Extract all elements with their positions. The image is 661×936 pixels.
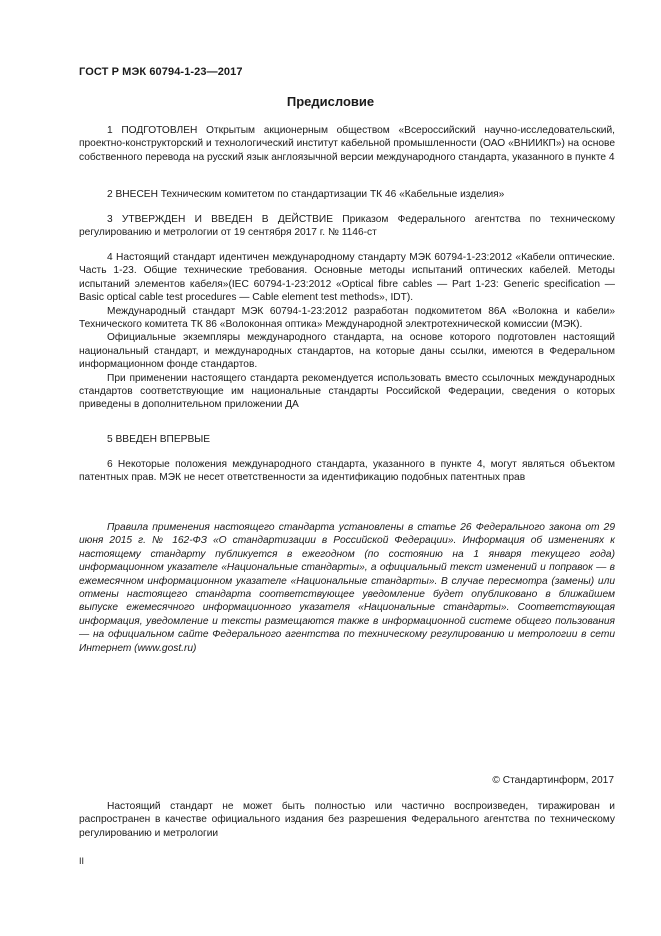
application-rules-notice: Правила применения настоящего стандарта установлены в статье 26 Федерального закона от 29 июня 2015 г. № 162-ФЗ «О стандартизации в Российской Федерации». Информация об изменениях к настоящему стандарту публикуется в ежегодном (по состоянию на 1 января текущего года) информационном указателе «Национальные стандарты», а официальный текст изменений и поправок — в ежемесячном информационном указателе «Национальные стандарты». В случае пересмотра (замены) или отмены настоящего стандарта соответствующее уведомление будет опубликовано в ближайшем выпуске ежемесячного информационного указателя «Национальные стандарты». Соответствующая информация, уведомление и тексты размещаются также в информационной системе общего пользования — на официальном сайте Федерального агентства по техническому регулированию и метрологии в сети Интернет (www.gost.ru)	[79, 522, 615, 654]
foreword-item-5: 5 ВВЕДЕН ВПЕРВЫЕ	[107, 434, 211, 445]
foreword-item-1: 1 ПОДГОТОВЛЕН Открытым акционерным обществом «Всероссийский научно-исследовательский, проектно-конструкторский и технологический институт кабельной промышленности (ОАО «ВНИИКП») на основе собственного перевода на русский язык англоязычной версии международного стандарта, указанного в пункте 4	[79, 125, 615, 163]
foreword-item-3: 3 УТВЕРЖДЕН И ВВЕДЕН В ДЕЙСТВИЕ Приказом Федерального агентства по техническому регулированию и метрологии от 19 сентября 2017 г. № 1146-ст	[79, 214, 615, 239]
foreword-item-4-copies: Официальные экземпляры международного стандарта, на основе которого подготовлен настоящий национальный стандарт, и международных стандартов, на которые даны ссылки, имеются в Федеральном информационном фонде стандартов.	[79, 332, 615, 371]
reproduction-notice: Настоящий стандарт не может быть полностью или частично воспроизведен, тиражирован и распространен в качестве официального издания без разрешения Федерального агентства по техническому регулированию и метрологии	[79, 801, 615, 839]
foreword-item-4-references: При применении настоящего стандарта рекомендуется использовать вместо ссылочных международных стандартов соответствующие им национальные стандарты Российской Федерации, сведения о которых приведены в дополнительном приложении ДА	[79, 372, 615, 411]
copyright-line: © Стандартинформ, 2017	[492, 775, 614, 786]
foreword-title: Предисловие	[286, 94, 375, 109]
document-code-header: ГОСТ Р МЭК 60794-1-23—2017	[79, 66, 243, 78]
foreword-item-4-identity: 4 Настоящий стандарт идентичен международному стандарту МЭК 60794-1-23:2012 «Кабели оптические. Часть 1-23. Общие технические требования. Основные методы испытаний оптических кабелей. Методы испытаний элементов кабеля»(IEC 60794-1-23:2012 «Optical fibre cables — Part 1-23: Generic specification — Basic optical cable test procedures — Cable element test methods», IDT).	[79, 252, 615, 304]
page-number: II	[79, 856, 85, 866]
foreword-item-4-developer: Международный стандарт МЭК 60794-1-23:2012 разработан подкомитетом 86A «Волокна и кабели» Технического комитета ТК 86 «Волоконная оптика» Международной электротехнической комиссии (МЭК).	[79, 305, 615, 331]
foreword-item-2: 2 ВНЕСЕН Техническим комитетом по стандартизации ТК 46 «Кабельные изделия»	[107, 189, 505, 200]
foreword-item-6: 6 Некоторые положения международного стандарта, указанного в пункте 4, могут являться объектом патентных прав. МЭК не несет ответственности за идентификацию подобных патентных прав	[79, 459, 615, 484]
foreword-item-4	[79, 251, 615, 412]
